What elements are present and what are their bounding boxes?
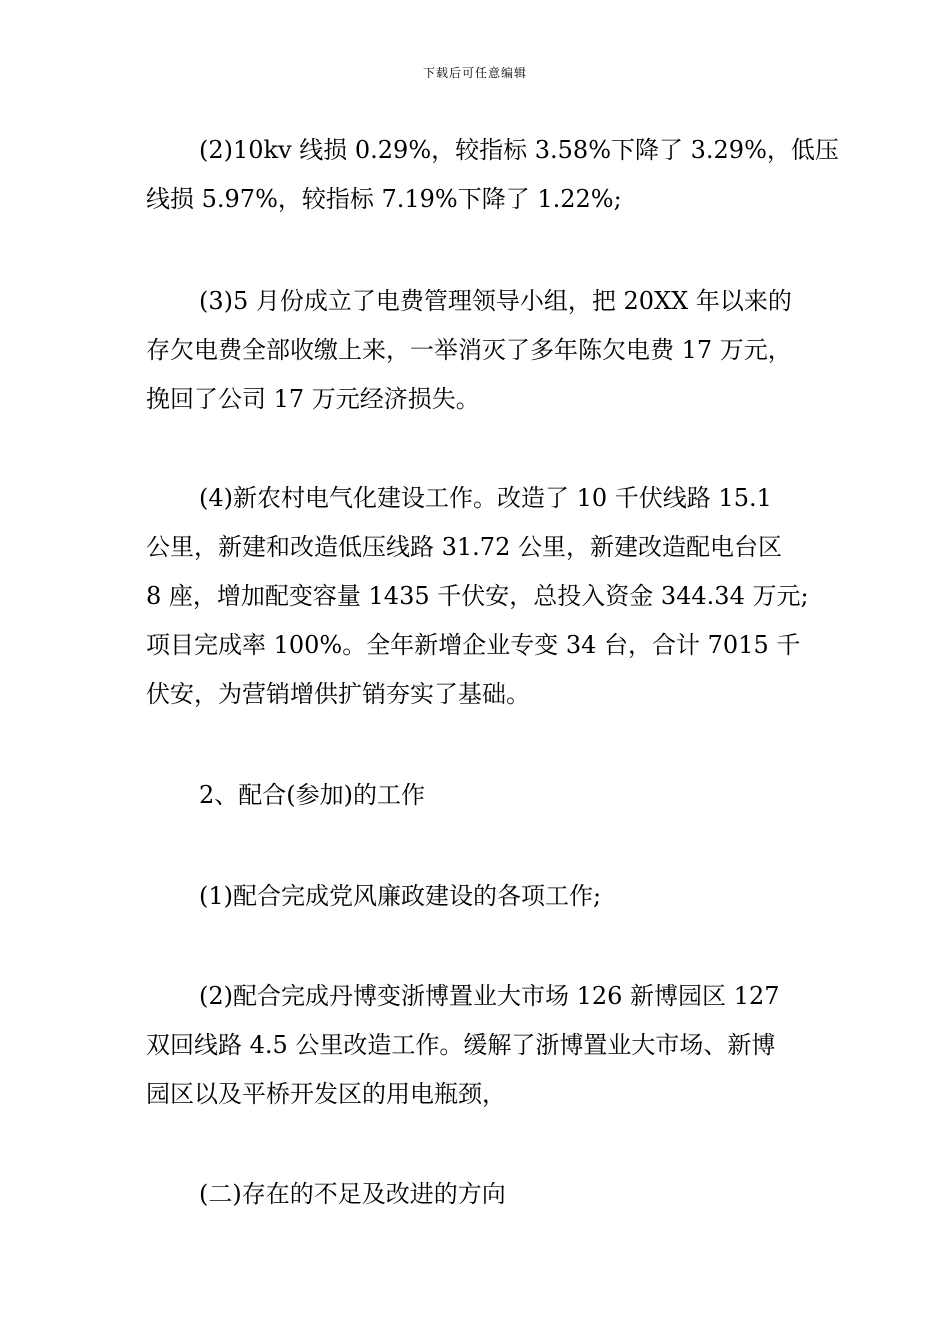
paragraph-rural-electrification [146,474,816,719]
section-heading-shortcomings [146,1170,816,1219]
paragraph-line: 线损 5.97%，较指标 7.19%下降了 1.22%; [146,185,622,213]
paragraph-line-loss [146,126,839,224]
paragraph-line: 存欠电费全部收缴上来，一举消灭了多年陈欠电费 17 万元， [146,336,792,364]
paragraph-line: (2)配合完成丹博变浙博置业大市场 126 新博园区 127 [199,982,780,1010]
section-heading-cooperation [146,771,816,820]
paragraph-line: 挽回了公司 17 万元经济损失。 [146,385,480,413]
paragraph-line: 伏安，为营销增供扩销夯实了基础。 [146,680,530,708]
page-header: 下载后可任意编辑 [422,66,527,80]
paragraph-party-work [146,872,816,921]
paragraph-line: (4)新农村电气化建设工作。改造了 10 千伏线路 15.1 [199,484,772,512]
paragraph-line: 园区以及平桥开发区的用电瓶颈， [146,1080,506,1108]
paragraph-line: (3)5 月份成立了电费管理领导小组，把 20XX 年以来的 [199,287,792,315]
paragraph-line: 公里，新建和改造低压线路 31.72 公里，新建改造配电台区 [146,533,782,561]
paragraph-line: (二)存在的不足及改进的方向 [199,1180,506,1208]
paragraph-line: (1)配合完成党风廉政建设的各项工作; [199,882,602,910]
paragraph-fee-collection [146,277,816,424]
paragraph-line-renovation [146,972,816,1119]
paragraph-line: 双回线路 4.5 公里改造工作。缓解了浙博置业大市场、新博 [146,1031,776,1059]
paragraph-line: 8 座，增加配变容量 1435 千伏安，总投入资金 344.34 万元; [146,582,809,610]
paragraph-line: 项目完成率 100%。全年新增企业专变 34 台，合计 7015 千 [146,631,801,659]
paragraph-line: (2)10kv 线损 0.29%，较指标 3.58%下降了 3.29%，低压 [199,136,839,164]
paragraph-line: 2、配合(参加)的工作 [199,781,425,809]
